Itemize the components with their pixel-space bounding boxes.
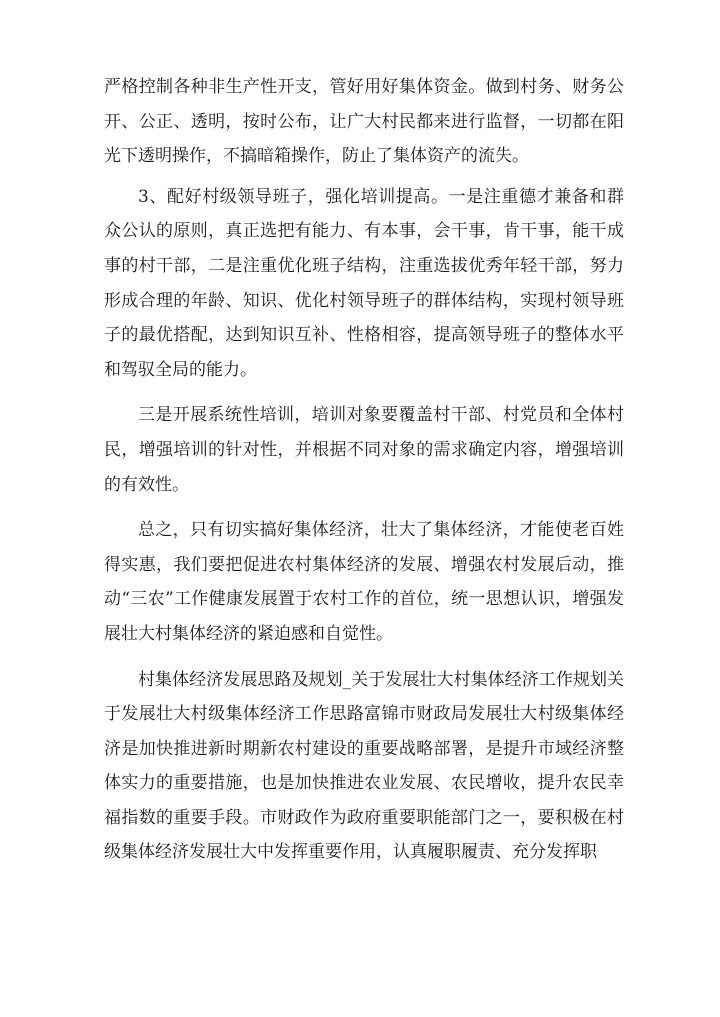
paragraph-leadership-team: 3、配好村级领导班子，强化培训提高。一是注重德才兼备和群众公认的原则，真正选把有能力、有本事，会干事，肯干事，能干成事的村干部，二是注重优化班子结构，注重选拔优秀年轻干部，努力形成合理的年龄、知识、优化村领导班子的群体结构，实现村领导班子的最优搭配，达到知识互补、性格相容，提高领导班子的整体水平和驾驭全局的能力。 bbox=[104, 186, 624, 380]
paragraph-systematic-training: 三是开展系统性培训，培训对象要覆盖村干部、村党员和全体村民，增强培训的针对性，并根据不同对象的需求确定内容，增强培训的有效性。 bbox=[104, 405, 624, 495]
paragraph-asset-control: 严格控制各种非生产性开支，管好用好集体资金。做到村务、财务公开、公正、透明，按时公布，让广大村民都来进行监督，一切都在阳光下透明操作，不搞暗箱操作，防止了集体资产的流失。 bbox=[104, 77, 624, 167]
paragraph-development-plan: 村集体经济发展思路及规划_关于发展壮大村集体经济工作规划关于发展壮大村级集体经济工作思路富锦市财政局发展壮大村级集体经济是加快推进新时期新农村建设的重要战略部署，是提升市域经济整体实力的重要措施，也是加快推进农业发展、农民增收，提升农民幸福指数的重要手段。市财政作为政府重要职能部门之一，要积极在村级集体经济发展壮大中发挥重要作用，认真履职履责、充分发挥职 bbox=[104, 669, 624, 863]
document-body bbox=[104, 70, 624, 881]
paragraph-conclusion: 总之，只有切实搞好集体经济，壮大了集体经济，才能使老百姓得实惠，我们要把促进农村集体经济的发展、增强农村发展后动，推动“三农”工作健康发展置于农村工作的首位，统一思想认识，增强发展壮大村集体经济的紧迫感和自觉性。 bbox=[104, 520, 624, 644]
